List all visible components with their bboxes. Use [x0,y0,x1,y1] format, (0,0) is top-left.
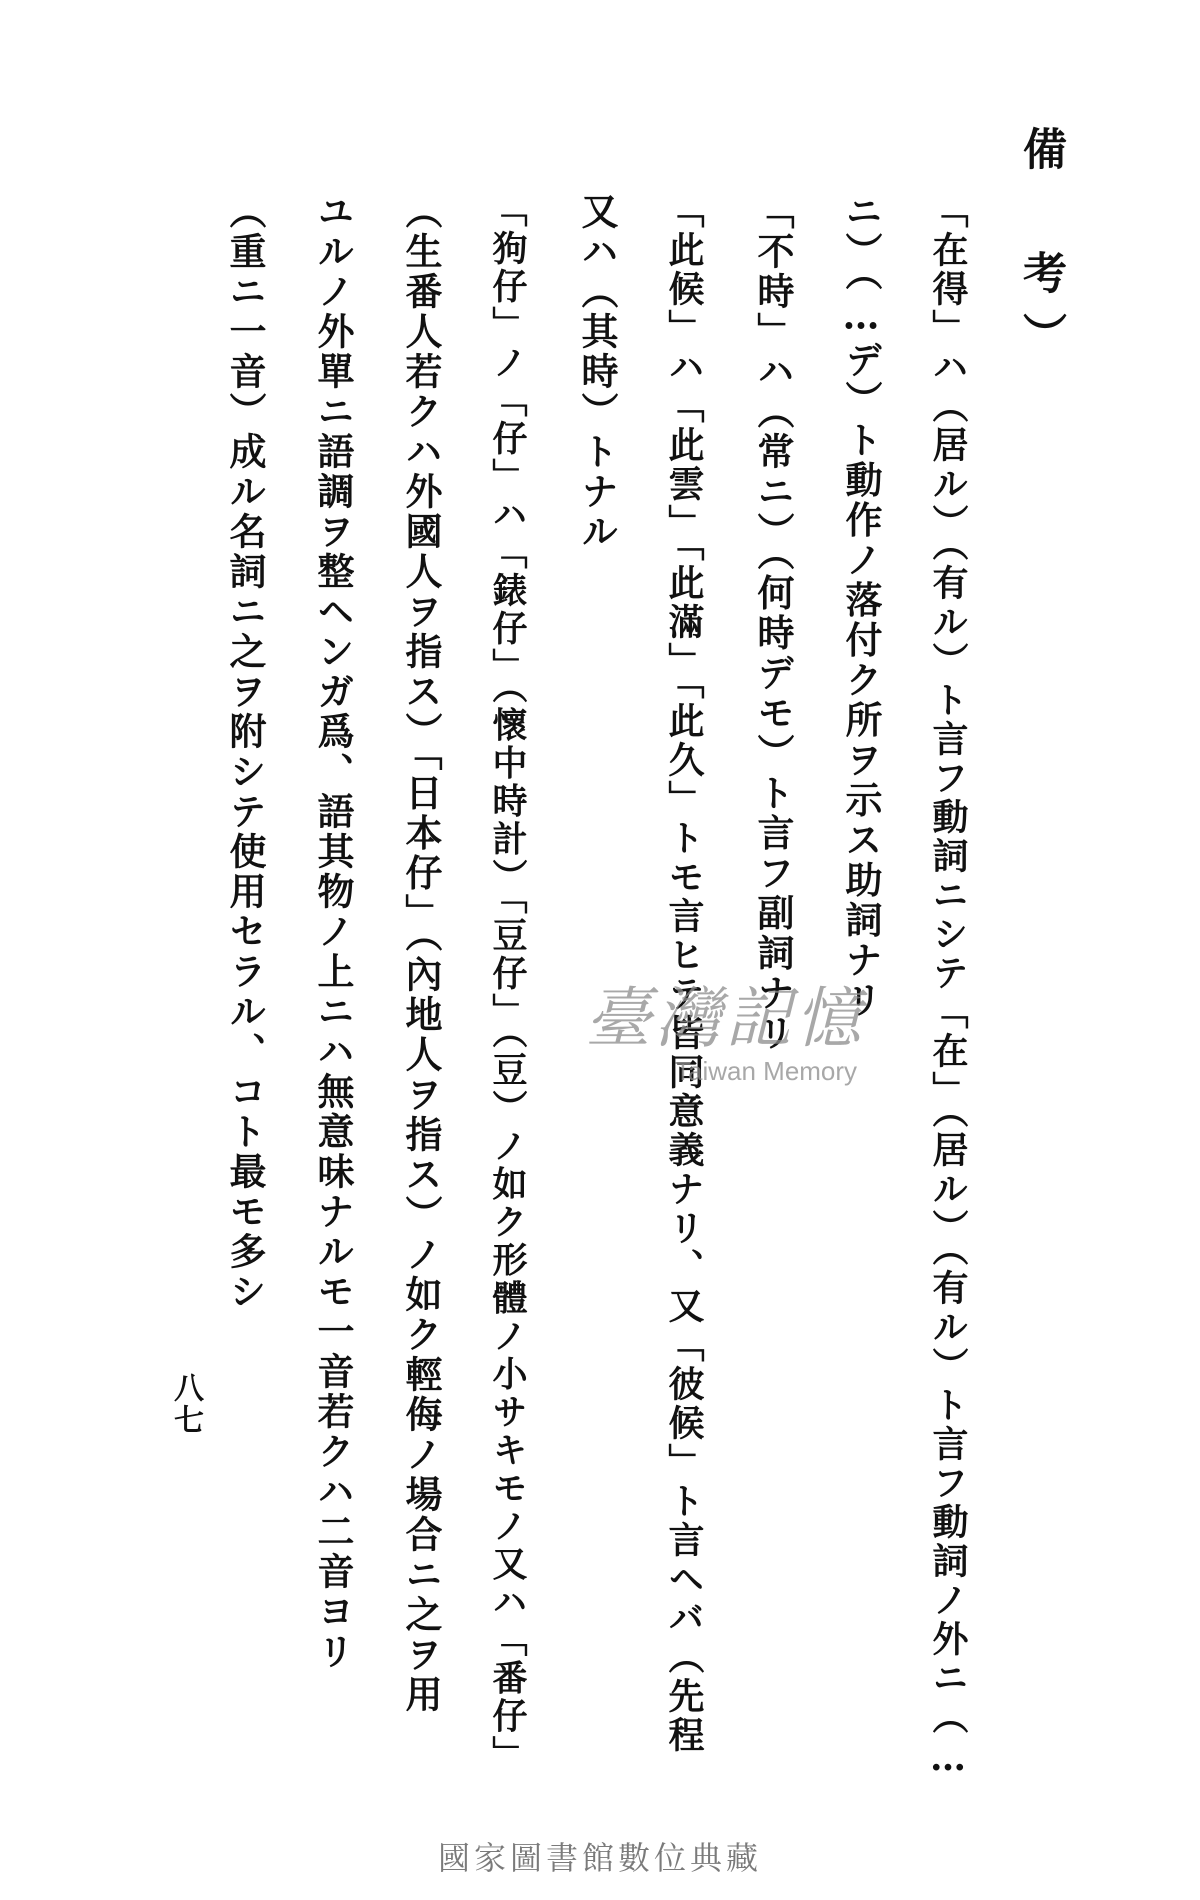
watermark-logo [585,965,865,1087]
text-column-7: （生番人若クハ外國人ヲ指ス）「日本仔」（內地人ヲ指ス）ノ如ク輕侮ノ場合ニ之ヲ用 [399,192,443,1715]
text-column-9: （重ニ一音）成ル名詞ニ之ヲ附シテ使用セラル、コト最モ多シ [223,192,267,1312]
text-column-5: 又ハ（其時）トナル [575,192,619,552]
footer-caption: 國家圖書館數位典藏 [437,1839,762,1877]
text-column-1: 「在得」ハ（居ル）（有ル）ト言フ動詞ニシテ「在」（居ル）（有ル）ト言フ動詞ノ外ニ（… [927,192,969,1782]
section-heading: 備 考） [1015,126,1066,374]
text-column-6: 「狗仔」ノ「仔」ハ「錶仔」（懷中時計）「豆仔」（豆）ノ如ク形體ノ小サキモノ又ハ「番仔」 [487,192,528,1774]
text-column-2: ニ）（…デ）ト動作ノ落付ク所ヲ示ス助詞ナリ [839,192,883,1021]
text-column-3: 「不時」ハ（常ニ）（何時デモ）ト言フ副詞ナリ [751,192,795,1054]
text-column-8: ユルノ外單ニ語調ヲ整ヘンガ爲、語其物ノ上ニハ無意味ナルモ一音若クハ二音ヨリ [311,192,355,1672]
page-number: 八七 [168,1372,203,1436]
watermark-script: 臺灣記憶 [585,980,865,1057]
text-column-4: 「此候」ハ「此雲」「此滿」「此久」トモ言ヒテ皆同意義ナリ、又「彼候」ト言ヘバ（先程 [663,192,705,1755]
watermark-latin: Taiwan Memory [675,1056,858,1086]
